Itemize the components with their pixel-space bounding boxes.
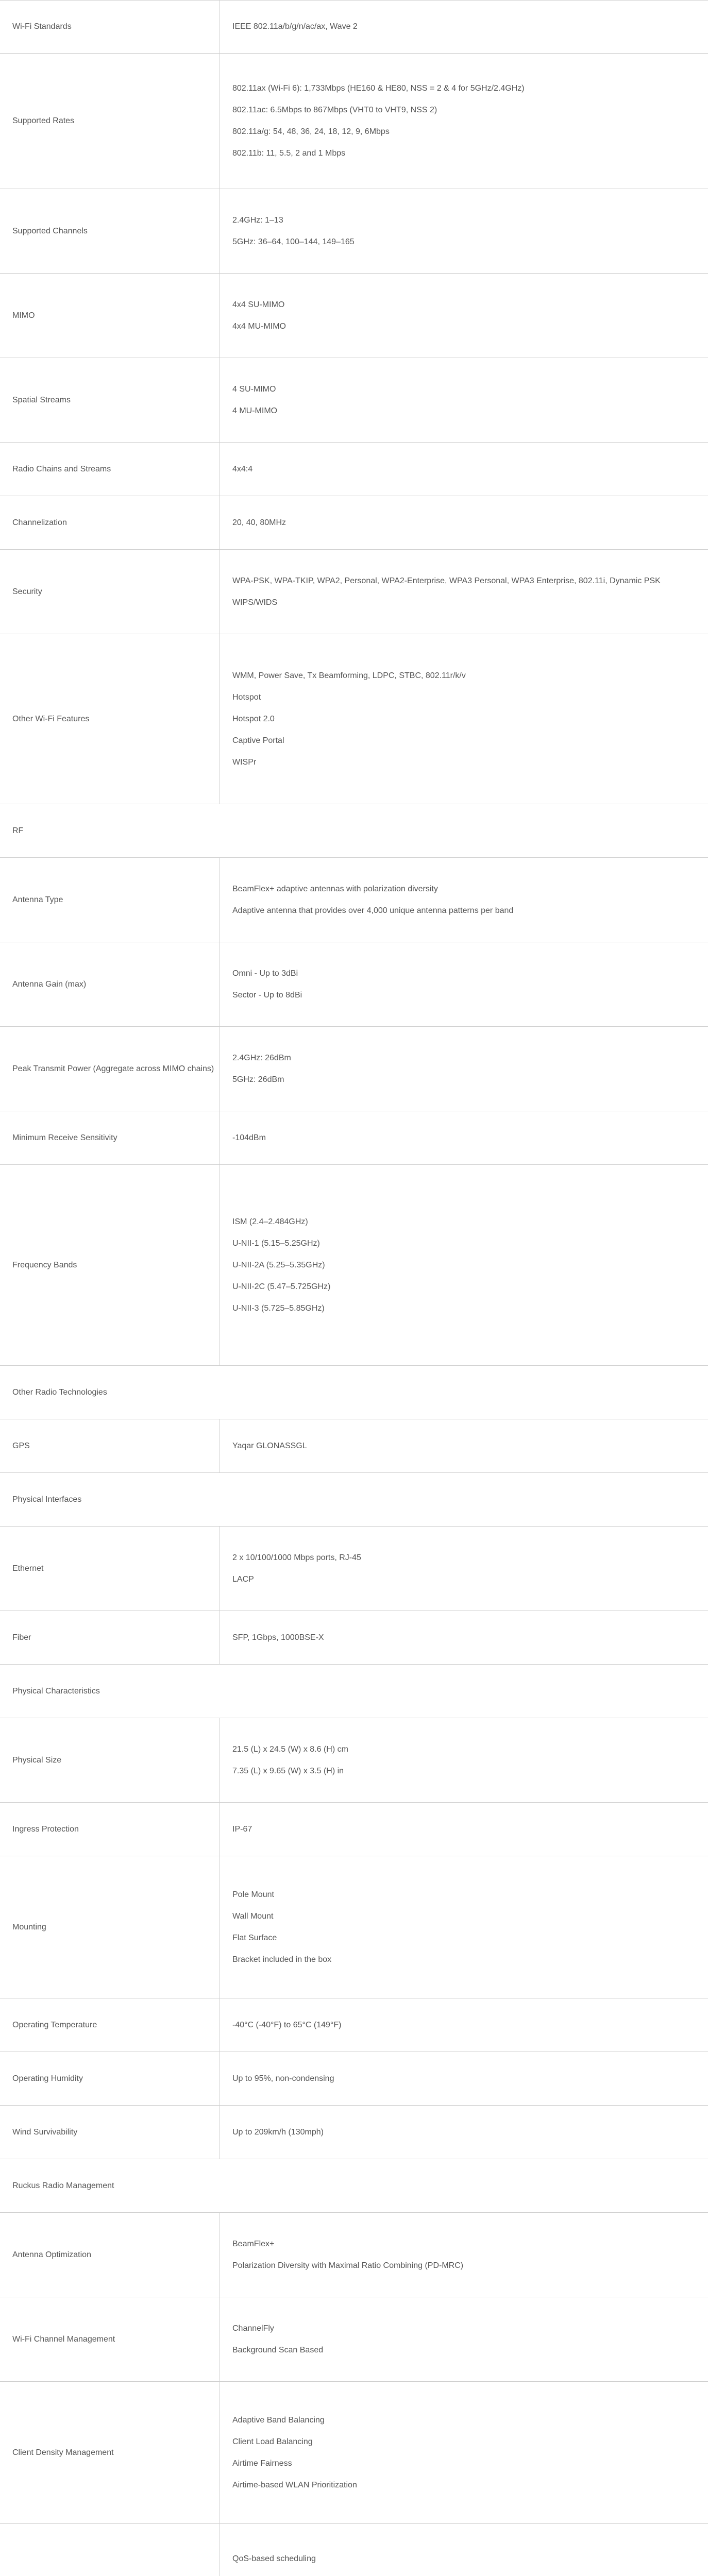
spec-label: Minimum Receive Sensitivity [0,1111,220,1164]
section-heading: Physical Characteristics [0,1665,708,1718]
spec-row [0,358,708,443]
spec-value: IP-67 [232,1824,252,1834]
spec-values [220,1856,708,1998]
spec-values [220,1718,708,1802]
spec-value: -40°C (-40°F) to 65°C (149°F) [232,2020,342,2029]
spec-row [0,1165,708,1366]
spec-value: Polarization Diversity with Maximal Ratio Combining (PD-MRC) [232,2261,464,2270]
spec-row [0,496,708,550]
spec-values [220,1803,708,1856]
spec-values [220,54,708,189]
spec-value: 802.11ax (Wi-Fi 6): 1,733Mbps (HE160 & HE80, NSS = 2 & 4 for 5GHz/2.4GHz) [232,84,525,93]
spec-value: 802.11ac: 6.5Mbps to 867Mbps (VHT0 to VHT9, NSS 2) [232,106,437,114]
spec-values [220,1419,708,1472]
spec-value: WISPr [232,757,257,767]
spec-value: Up to 209km/h (130mph) [232,2127,324,2137]
section-heading: Ruckus Radio Management [0,2159,708,2213]
spec-row [0,0,708,54]
spec-value: Omni - Up to 3dBi [232,969,298,978]
spec-values [220,443,708,496]
spec-value: -104dBm [232,1133,266,1142]
spec-label: Mounting [0,1856,220,1998]
spec-values [220,550,708,634]
spec-value: 2.4GHz: 26dBm [232,1053,291,1062]
spec-value: 7.35 (L) x 9.65 (W) x 3.5 (H) in [232,1766,344,1775]
spec-row [0,2106,708,2159]
spec-value: WIPS/WIDS [232,598,278,607]
spec-value: Yaqar GLONASSGL [232,1441,307,1450]
spec-value: U-NII-2C (5.47–5.725GHz) [232,1282,331,1291]
spec-row [0,54,708,189]
spec-value: 4x4 MU-MIMO [232,321,286,331]
spec-label: Antenna Gain (max) [0,942,220,1026]
spec-label [0,2524,220,2576]
spec-row [0,858,708,942]
section-heading: RF [0,804,708,858]
spec-row [0,1419,708,1473]
spec-value: Adaptive Band Balancing [232,2415,325,2425]
spec-value: Bracket included in the box [232,1955,332,1964]
spec-value: U-NII-3 (5.725–5.85GHz) [232,1303,325,1313]
spec-label: Spatial Streams [0,358,220,442]
spec-label: Wi-Fi Channel Management [0,2297,220,2381]
spec-value: 4 SU-MIMO [232,384,276,394]
spec-row [0,942,708,1027]
spec-row [0,2382,708,2524]
spec-value: Pole Mount [232,1890,274,1899]
spec-row [0,2297,708,2382]
spec-value: 4x4 SU-MIMO [232,300,285,309]
spec-values [220,189,708,273]
spec-value: 802.11a/g: 54, 48, 36, 24, 18, 12, 9, 6Mbps [232,127,390,136]
spec-label: Other Wi-Fi Features [0,634,220,804]
spec-values [220,1027,708,1111]
spec-values [220,858,708,942]
spec-label: Wi-Fi Standards [0,1,220,53]
spec-label: Antenna Type [0,858,220,942]
spec-values [220,1,708,53]
spec-row [0,2524,708,2576]
spec-values [220,634,708,804]
spec-label: Ingress Protection [0,1803,220,1856]
spec-values [220,2297,708,2381]
spec-value: IEEE 802.11a/b/g/n/ac/ax, Wave 2 [232,22,358,31]
spec-value: WMM, Power Save, Tx Beamforming, LDPC, STBC, 802.11r/k/v [232,671,466,680]
spec-value: LACP [232,1574,254,1584]
spec-value: Wall Mount [232,1911,274,1921]
spec-value: Captive Portal [232,736,284,745]
spec-label: Operating Temperature [0,1998,220,2052]
spec-values [220,1527,708,1611]
spec-value: BeamFlex+ [232,2239,275,2248]
spec-value: 20, 40, 80MHz [232,518,286,527]
spec-row [0,1718,708,1803]
spec-label: Frequency Bands [0,1165,220,1365]
spec-label: Operating Humidity [0,2052,220,2105]
spec-row [0,1527,708,1611]
spec-value: 5GHz: 26dBm [232,1075,284,1084]
spec-label: Fiber [0,1611,220,1664]
spec-value: Sector - Up to 8dBi [232,990,302,999]
spec-value: 5GHz: 36–64, 100–144, 149–165 [232,237,355,246]
spec-row [0,2213,708,2297]
spec-values [220,2213,708,2297]
spec-values [220,496,708,549]
spec-label: Radio Chains and Streams [0,443,220,496]
spec-value: QoS-based scheduling [232,2554,316,2563]
spec-value: WPA-PSK, WPA-TKIP, WPA2, Personal, WPA2-Enterprise, WPA3 Personal, WPA3 Enterprise, 802.11i, Dynamic PSK [232,576,661,585]
spec-value: 802.11b: 11, 5.5, 2 and 1 Mbps [232,149,346,158]
spec-label: Ethernet [0,1527,220,1611]
section-heading: Physical Interfaces [0,1473,708,1527]
spec-label: Supported Channels [0,189,220,273]
spec-values [220,2382,708,2523]
spec-label: Physical Size [0,1718,220,1802]
spec-values [220,274,708,358]
spec-value: Airtime-based WLAN Prioritization [232,2480,357,2489]
spec-values [220,1165,708,1365]
spec-values [220,1998,708,2052]
spec-values [220,358,708,442]
spec-values [220,2052,708,2105]
spec-value: Adaptive antenna that provides over 4,000 unique antenna patterns per band [232,906,514,915]
spec-row [0,443,708,496]
spec-label: MIMO [0,274,220,358]
spec-value [232,2570,708,2576]
section-heading: Other Radio Technologies [0,1366,708,1419]
spec-value: BeamFlex+ adaptive antennas with polarization diversity [232,884,438,893]
spec-label: Client Density Management [0,2382,220,2523]
spec-row [0,550,708,634]
spec-label: Wind Survivability [0,2106,220,2159]
spec-label: GPS [0,1419,220,1472]
spec-row [0,274,708,358]
spec-values [220,1111,708,1164]
spec-value: 4 MU-MIMO [232,406,278,415]
spec-values [220,942,708,1026]
spec-row [0,1611,708,1665]
spec-row [0,1111,708,1165]
spec-values [220,2106,708,2159]
spec-values [220,1611,708,1664]
spec-label: Antenna Optimization [0,2213,220,2297]
spec-value: Hotspot 2.0 [232,714,275,723]
spec-label: Security [0,550,220,634]
spec-row [0,1998,708,2052]
spec-value: Hotspot [232,692,261,702]
spec-value: 2.4GHz: 1–13 [232,215,283,225]
spec-value: Airtime Fairness [232,2459,292,2468]
spec-values [220,2524,708,2576]
spec-value: Background Scan Based [232,2345,324,2354]
spec-row [0,1856,708,1998]
spec-value: ChannelFly [232,2324,274,2333]
spec-value: Flat Surface [232,1933,277,1942]
spec-row [0,2052,708,2106]
spec-value: U-NII-2A (5.25–5.35GHz) [232,1260,325,1269]
spec-value: Up to 95%, non-condensing [232,2074,334,2083]
spec-row [0,1803,708,1856]
spec-value: 4x4:4 [232,464,253,473]
spec-row [0,634,708,804]
spec-row [0,1027,708,1111]
spec-label: Channelization [0,496,220,549]
spec-row [0,189,708,274]
spec-value: U-NII-1 (5.15–5.25GHz) [232,1239,320,1248]
spec-value: 2 x 10/100/1000 Mbps ports, RJ-45 [232,1553,361,1562]
spec-label: Supported Rates [0,54,220,189]
spec-value: 21.5 (L) x 24.5 (W) x 8.6 (H) cm [232,1744,348,1754]
spec-value: Client Load Balancing [232,2437,313,2446]
spec-label: Peak Transmit Power (Aggregate across MIMO chains) [0,1027,220,1111]
spec-value: ISM (2.4–2.484GHz) [232,1217,308,1226]
spec-value: SFP, 1Gbps, 1000BSE-X [232,1633,324,1642]
